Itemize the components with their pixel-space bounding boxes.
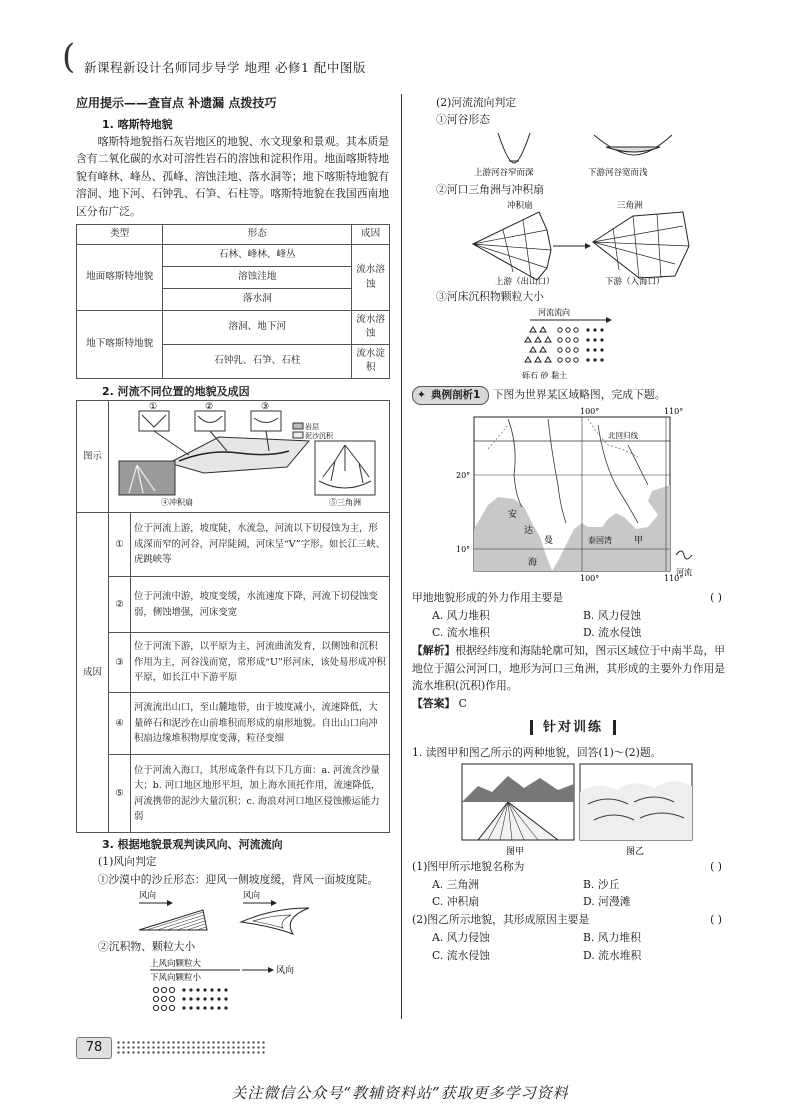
flow-heading: (2)河流流向判定 <box>436 96 517 109</box>
sub1-option-c: C. 冲积扇 <box>432 895 480 909</box>
grain-arrowhead <box>268 967 274 973</box>
dune-arrowhead-1 <box>167 900 173 906</box>
river-fig-label: 图示 <box>77 400 109 513</box>
left-column <box>76 94 390 1014</box>
cause-row-num: ⑤ <box>109 755 131 833</box>
fan-outline <box>473 212 551 280</box>
bed-labels: 砾石 砂 黏土 <box>522 370 568 380</box>
dune-arrowhead-2 <box>271 900 277 906</box>
map-place-hai: 海 <box>528 557 538 568</box>
wide-valley-water <box>606 147 660 152</box>
sub1-option-b: B. 沙丘 <box>583 877 620 891</box>
valley-lower: 下游河谷宽而浅 <box>588 167 648 178</box>
delta-label: 三角洲 <box>617 201 643 212</box>
right-column <box>412 94 734 965</box>
karst-surface-form: 石林、峰林、峰丛 <box>163 245 352 267</box>
training-figures <box>448 762 698 858</box>
case-prompt: 下图为世界某区域略图，完成下题。 <box>492 387 666 401</box>
mark-3: ③ <box>261 401 270 412</box>
sub2-option-a: A. 风力侵蚀 <box>432 930 490 944</box>
legend-rock: 岩层 <box>305 422 319 431</box>
case-options <box>412 607 734 643</box>
region-map <box>448 405 698 585</box>
wind-heading: 3. 根据地貌景观判读风向、河流流向 <box>102 838 283 852</box>
bed-arrow-label: 河流流向 <box>538 307 570 317</box>
valley-box-1 <box>139 411 169 431</box>
delta-caption: ⑤三角洲 <box>329 497 361 507</box>
grain-arrow-label: 风向 <box>276 965 295 976</box>
training-sub2-blank: ( ) <box>710 913 722 927</box>
cause-row-num: ④ <box>109 693 131 755</box>
case-question-row <box>412 589 734 607</box>
case-answer <box>412 695 734 712</box>
valley-title: ①河谷形态 <box>436 113 490 127</box>
map-place-an: 安 <box>508 509 518 520</box>
section-title: 应用提示——查盲点 补遗漏 点拨技巧 <box>76 96 277 110</box>
map-lat-10: 10° <box>456 544 471 554</box>
karst-th-form: 形态 <box>163 225 352 245</box>
river-figure-cell <box>109 400 390 513</box>
grain-upwind: 上风向颗粒大 <box>150 958 202 969</box>
karst-table <box>76 224 390 379</box>
map-place-jia: 甲 <box>634 535 644 546</box>
case-option-b: B. 风力侵蚀 <box>583 608 641 622</box>
dune-figure <box>133 888 333 938</box>
header-brace: ( <box>62 37 76 77</box>
karst-under-cause: 流水淀积 <box>352 344 390 378</box>
footer-dot-pattern <box>116 1040 266 1056</box>
map-lon-110-top: 110° <box>664 406 684 416</box>
grain-downwind: 下风向颗粒小 <box>150 972 202 983</box>
case-option-d: D. 流水侵蚀 <box>583 626 642 640</box>
training-title: 针对训练 <box>530 720 616 735</box>
legend-sediment: 泥沙沉积 <box>305 431 333 440</box>
legend-rock-swatch <box>293 423 303 429</box>
badge-star-icon: ✦ <box>417 388 426 401</box>
bed-sand <box>558 328 578 362</box>
fig-b-dunes <box>580 781 692 840</box>
answer-text: C <box>458 696 467 710</box>
training-sub2: (2)图乙所示地貌，其形成原因主要是 <box>412 913 590 927</box>
case-analysis <box>412 642 734 694</box>
bed-clay <box>586 328 603 361</box>
bed-title: ③河床沉积物颗粒大小 <box>436 290 544 304</box>
analysis-text: 根据经纬度和海陆轮廓可知，图示区域位于中南半岛，甲地位于湄公河河口，地形为河口三角洲，其形成的主要外力作用是流水堆积(沉积)作用。 <box>412 644 726 693</box>
karst-under-form: 溶洞、地下河 <box>163 311 352 345</box>
cause-row-num: ③ <box>109 633 131 693</box>
analysis-label: 【解析】 <box>412 644 456 658</box>
downstream-label: 下游（入海口） <box>605 277 665 287</box>
sub2-option-b: B. 风力堆积 <box>583 930 641 944</box>
case-badge <box>412 386 489 405</box>
delta-title: ②河口三角洲与冲积扇 <box>436 182 544 196</box>
training-sub1-blank: ( ) <box>710 859 722 873</box>
cause-label: 成因 <box>77 513 109 833</box>
mark-1: ① <box>149 401 158 412</box>
karst-paragraph: 喀斯特地貌指石灰岩地区的地貌、水文现象和景观。其本质是含有二氧化碳的水对可溶性岩石的溶蚀和淀积作用。地面喀斯特地貌有峰林、峰丛、孤峰、溶蚀洼地、落水洞等；地下喀斯特地貌有溶洞、地下河、石钟乳、石笋、石柱等。喀斯特地貌在我国西南地区分布广泛。 <box>76 134 390 218</box>
karst-surface-form: 溶蚀洼地 <box>163 267 352 289</box>
training-q1: 1. 读图甲和图乙所示的两种地貌，回答(1)～(2)题。 <box>412 746 662 760</box>
grain-fine <box>182 988 227 1009</box>
fig-b-caption: 图乙 <box>626 846 645 857</box>
training-sub1-row <box>412 858 734 876</box>
map-lon-100-bottom: 100° <box>580 573 600 583</box>
page-number: 78 <box>76 1037 112 1059</box>
header-title: 新课程新设计名师同步导学 地理 必修1 配中图版 <box>84 60 366 75</box>
narrow-valley <box>498 133 530 163</box>
karst-th-type: 类型 <box>77 225 163 245</box>
leader-1 <box>154 431 189 455</box>
valley-figure <box>458 129 688 179</box>
grain-coarse <box>153 987 174 1010</box>
wind-item1: ①沙漠中的沙丘形态：迎风一侧坡度缓，背风一面坡度陡。 <box>97 872 379 886</box>
map-place-da: 达 <box>524 525 534 536</box>
cause-row-text: 位于河流入海口，其形成条件有以下几方面：a. 河流含沙量大；b. 河口地区地形平坦，加上海水顶托作用，流速降低，河流携带的泥沙大量沉积；c. 海浪对河口地区侵蚀搬运能力弱 <box>131 755 390 833</box>
karst-surface-form: 落水洞 <box>163 289 352 311</box>
karst-under-type: 地下喀斯特地貌 <box>77 311 163 379</box>
cause-row-text: 河流流出山口，至山麓地带，由于坡度减小，流速降低，大量碎石和泥沙在山前堆积而形成的扇形地貌。自出山口向冲积扇边缘堆积物厚度变薄，粒径变细 <box>131 693 390 755</box>
sub1-option-a: A. 三角洲 <box>432 877 480 891</box>
map-lon-110-bottom: 110° <box>664 573 684 583</box>
valley-box-2 <box>195 411 225 431</box>
training-sub1: (1)图甲所示地貌名称为 <box>412 859 525 873</box>
case-badge-text: 典例剖析1 <box>431 388 481 401</box>
karst-surface-cause: 流水溶蚀 <box>352 245 390 311</box>
upstream-label: 上游（出山口） <box>495 277 555 287</box>
valley-box-3 <box>251 411 281 431</box>
map-place-gulf: 泰国湾 <box>588 535 612 545</box>
training-title-wrap <box>412 718 734 738</box>
footer-note: 关注微信公众号“教辅资料站”获取更多学习资料 <box>231 1084 569 1102</box>
legend-sediment-swatch <box>293 432 303 438</box>
column-divider <box>401 94 402 1019</box>
river-landform-figure <box>109 401 389 507</box>
alluvial-fan-photo <box>119 461 175 495</box>
karst-under-form: 石钟乳、石笋、石柱 <box>163 344 352 378</box>
sub1-option-d: D. 河漫滩 <box>583 895 631 909</box>
fan-to-delta-arrowhead <box>585 243 591 249</box>
river-heading: 2. 河流不同位置的地貌及成因 <box>102 384 250 398</box>
cause-row-text: 位于河流中游，坡度变缓，水流速度下降，河流下切侵蚀变弱，侧蚀增强，河床变宽 <box>131 577 390 633</box>
training-sub2-options <box>412 929 734 965</box>
wind-sub1: (1)风向判定 <box>98 855 157 869</box>
mark-2: ② <box>205 401 214 412</box>
case-line <box>412 386 734 405</box>
map-lat-20: 20° <box>456 470 471 480</box>
map-legend-river: 河流 <box>676 567 692 577</box>
bed-figure <box>508 306 638 382</box>
cause-row-num: ① <box>109 513 131 577</box>
cause-row-num: ② <box>109 577 131 633</box>
bed-gravel <box>525 327 551 362</box>
river-block-diagram <box>169 437 309 473</box>
karst-heading: 1. 喀斯特地貌 <box>102 117 173 131</box>
wind-item2: ②沉积物、颗粒大小 <box>98 940 196 954</box>
case-answer-blank: ( ) <box>710 590 722 604</box>
map-legend-river-icon <box>676 551 692 559</box>
cause-row-text: 位于河流下游，以平原为主，河流曲流发育，以侧蚀和沉积作用为主，河谷浅而宽，常形成“U”形河床，该处易形成冲积平原，如长江中下游平原 <box>131 633 390 693</box>
karst-th-cause: 成因 <box>352 225 390 245</box>
map-lon-100-top: 100° <box>580 406 600 416</box>
training-sub2-row <box>412 911 734 929</box>
case-question: 甲地地貌形成的外力作用主要是 <box>412 590 564 604</box>
karst-under-cause: 流水溶蚀 <box>352 311 390 345</box>
karst-surface-type: 地面喀斯特地貌 <box>77 245 163 311</box>
delta-outline <box>593 212 689 278</box>
dune-wind-label-2: 风向 <box>243 891 261 902</box>
valley-upper: 上游河谷窄而深 <box>474 167 534 178</box>
grain-figure <box>148 956 318 1014</box>
sub2-option-d: D. 流水堆积 <box>583 948 642 962</box>
training-sub1-options <box>412 876 734 912</box>
bed-arrowhead <box>606 317 612 323</box>
case-option-c: C. 流水堆积 <box>432 626 490 640</box>
page-header <box>62 37 762 80</box>
river-table <box>76 400 390 834</box>
dune-wind-label-1: 风向 <box>139 891 157 902</box>
fan-delta-figure <box>443 198 703 286</box>
cause-row-text: 位于河流上游，坡度陡，水流急，河流以下切侵蚀为主，形成深而窄的河谷，河岸陡阔，河床呈“V”字形。如长江三峡、虎跳峡等 <box>131 513 390 577</box>
case-option-a: A. 风力堆积 <box>432 608 490 622</box>
sub2-option-c: C. 流水侵蚀 <box>432 948 490 962</box>
fig-a-caption: 图甲 <box>506 846 525 857</box>
fan-label: 冲积扇 <box>507 201 533 212</box>
map-tropic: 北回归线 <box>608 430 638 440</box>
fan-caption: ④冲积扇 <box>161 497 193 507</box>
map-place-man: 曼 <box>544 535 554 546</box>
barchan-outline <box>241 908 309 934</box>
answer-label: 【答案】 <box>412 696 456 710</box>
